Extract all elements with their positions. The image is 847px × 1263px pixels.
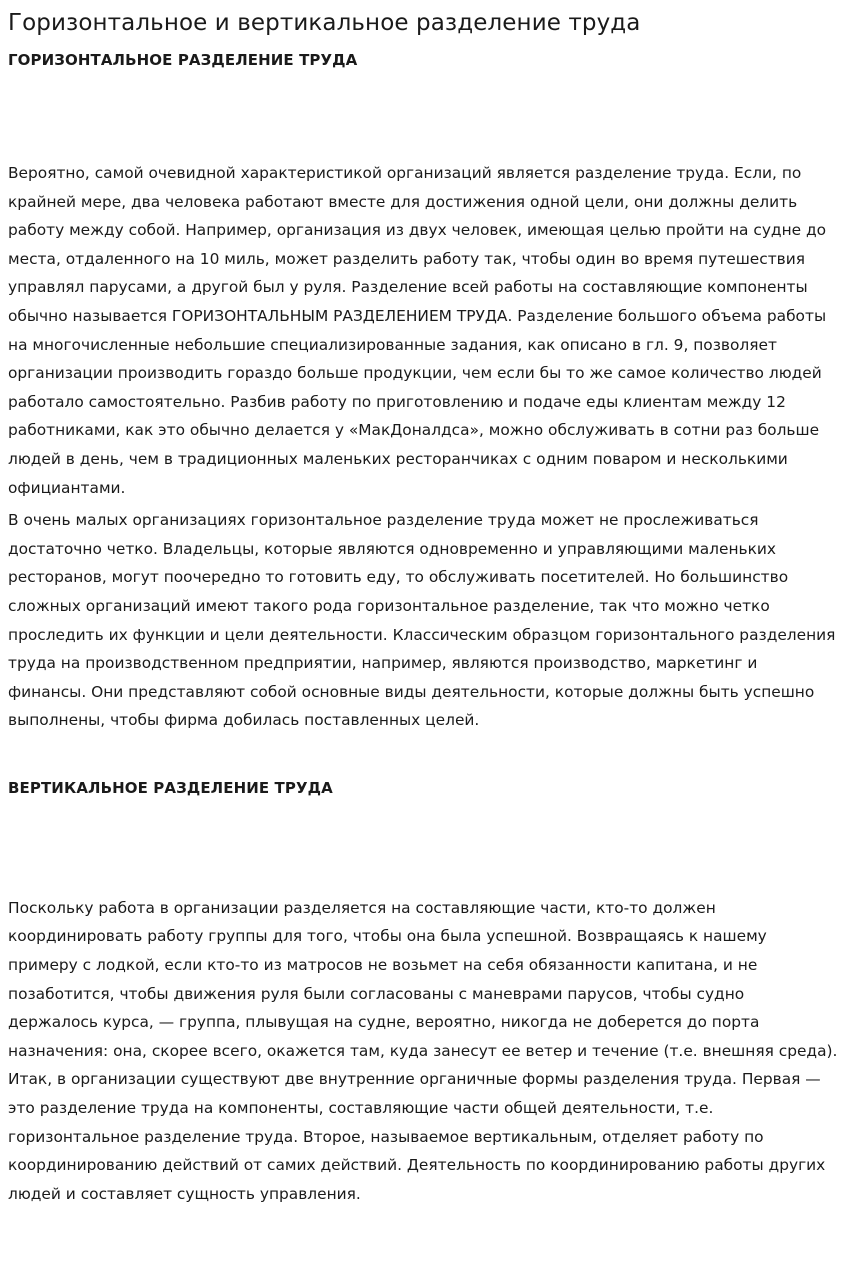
section-vertical-division <box>8 778 839 1209</box>
page-title: Горизонтальное и вертикальное разделение труда <box>8 10 641 36</box>
paragraph: Вероятно, самой очевидной характеристикой организаций является разделение труда. Если, по крайней мере, два человека работают вместе для достижения одной цели, они должны делить работу между собой. Например, организация из двух человек, имеющая целью пройти на судне до места, отдаленного на 10 миль, может разделить работу так, чтобы один во время путешествия управлял парусами, а другой был у руля. Разделение всей работы на составляющие компоненты обычно называется ГОРИЗОНТАЛЬНЫМ РАЗДЕЛЕНИЕМ ТРУДА. Разделение большого объема работы на многочисленные небольшие специализированные задания, как описано в гл. 9, позволяет организации производить гораздо больше продукции, чем если бы то же самое количество людей работало самостоятельно. Разбив работу по приготовлению и подаче еды клиентам между 12 работниками, как это обычно делается у «МакДоналдса», можно обслуживать в сотни раз больше людей в день, чем в традиционных маленьких ресторанчиках с одним поваром и несколькими официантами. <box>8 164 827 497</box>
section-heading: ВЕРТИКАЛЬНОЕ РАЗДЕЛЕНИЕ ТРУДА <box>8 778 333 797</box>
document-page <box>0 9 847 1208</box>
paragraph: В очень малых организациях горизонтальное разделение труда может не прослеживаться достаточно четко. Владельцы, которые являются одновременно и управляющими маленьких ресторанов, могут поочередно то готовить еду, то обслуживать посетителей. Но большинство сложных организаций имеют такого рода горизонтальное разделение, так что можно четко проследить их функции и цели деятельности. Классическим образцом горизонтального разделения труда на производственном предприятии, например, являются производство, маркетинг и финансы. Они представляют собой основные виды деятельности, которые должны быть успешно выполнены, чтобы фирма добилась поставленных целей. <box>8 511 836 730</box>
paragraph: Поскольку работа в организации разделяется на составляющие части, кто-то должен координировать работу группы для того, чтобы она была успешной. Возвращаясь к нашему примеру с лодкой, если кто-то из матросов не возьмет на себя обязанности капитана, и не позаботится, чтобы движения руля были согласованы с маневрами парусов, чтобы судно держалось курса, — группа, плывущая на судне, вероятно, никогда не доберется до порта назначения: она, скорее всего, окажется там, куда занесут ее ветер и течение (т.е. внешняя среда). Итак, в организации существуют две внутренние органичные формы разделения труда. Первая — это разделение труда на компоненты, составляющие части общей деятельности, т.е. горизонтальное разделение труда. Второе, называемое вертикальным, отделяет работу по координированию действий от самих действий. Деятельность по координированию работы других людей и составляет сущность управления. <box>8 898 838 1203</box>
section-horizontal-division <box>8 50 839 735</box>
section-heading: ГОРИЗОНТАЛЬНОЕ РАЗДЕЛЕНИЕ ТРУДА <box>8 51 358 69</box>
